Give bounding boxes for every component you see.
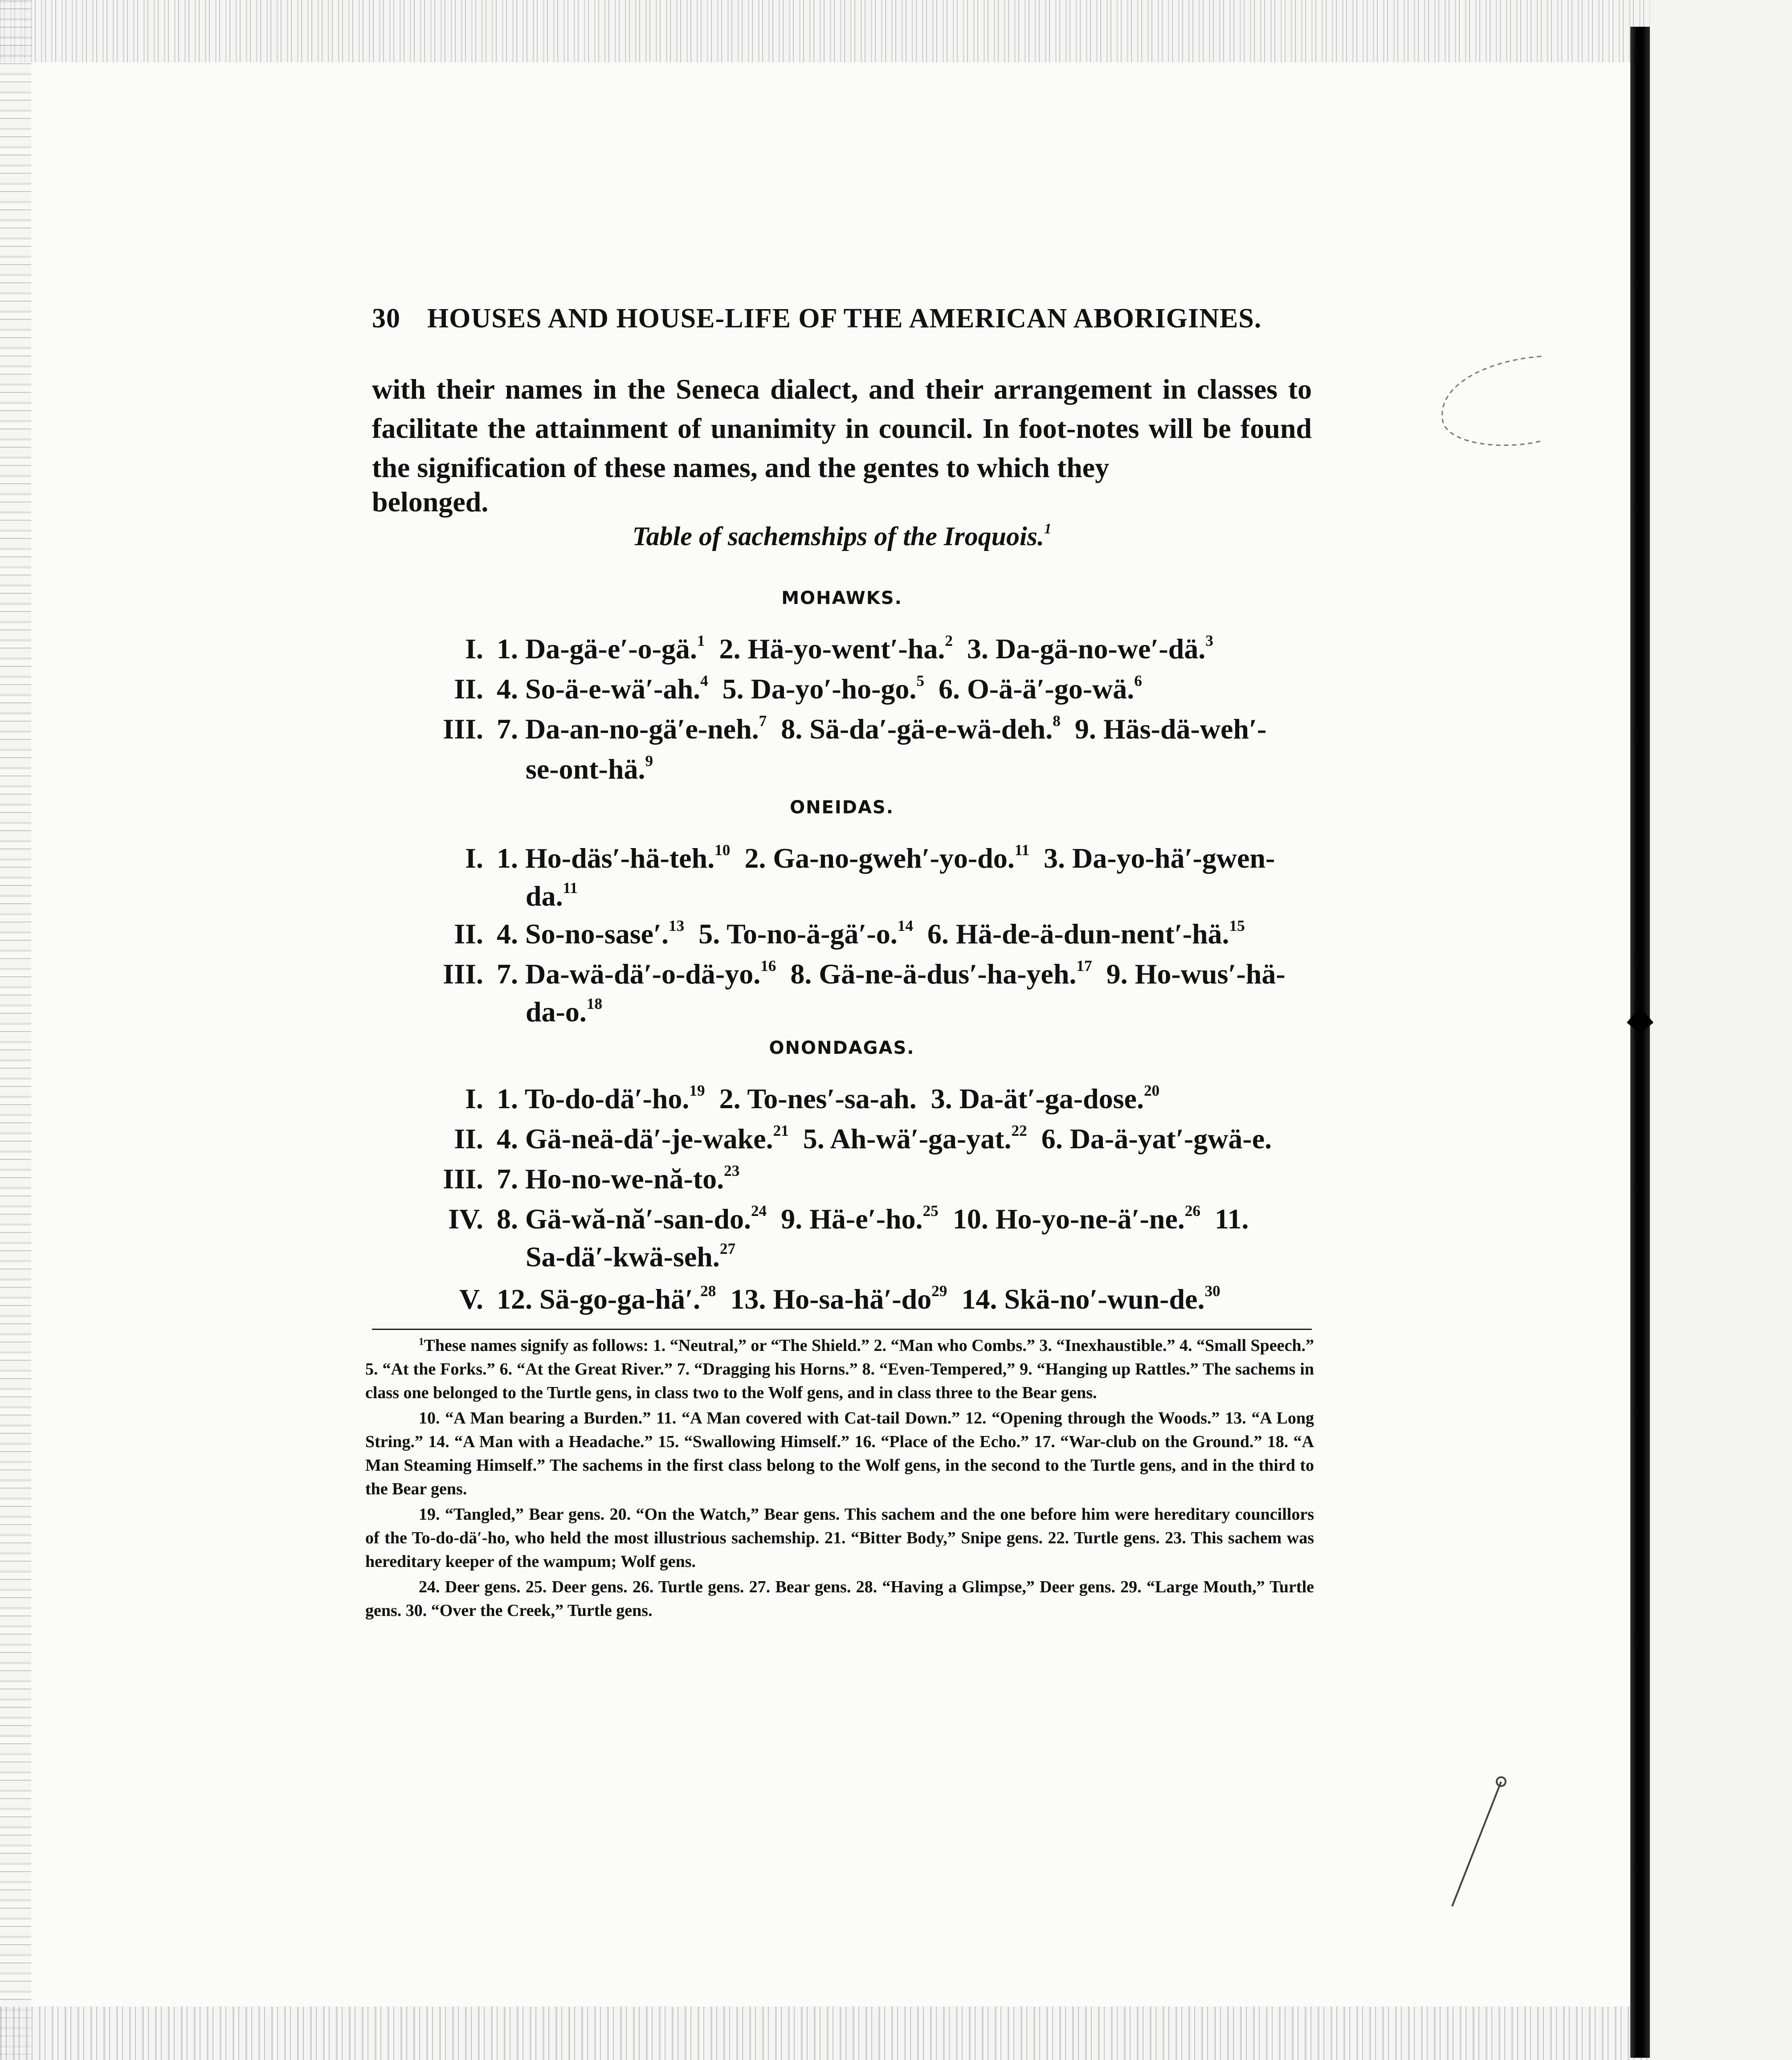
- footnote-mark: 1: [419, 1336, 424, 1347]
- footnote-ref: 22: [1011, 1122, 1027, 1139]
- footnote-ref: 27: [719, 1240, 736, 1257]
- footnote-rule: [372, 1329, 1312, 1330]
- sachem-entries: [497, 713, 1266, 746]
- footnote-ref: 10: [714, 841, 731, 859]
- sachem-name: 7. Ho-no-we-nă-to.: [497, 1163, 724, 1195]
- sachem-name: 12. Sä-go-ga-hä′.: [497, 1283, 701, 1315]
- table-caption: [372, 521, 1312, 552]
- sachem-name-continued: da.: [526, 880, 563, 912]
- sachem-entries: [497, 958, 1286, 991]
- sachem-entries: [497, 1122, 1272, 1155]
- footnote-ref: 24: [751, 1202, 767, 1220]
- sachem-name: 2. To-nes′-sa-ah.: [719, 1083, 917, 1114]
- footnotes: [365, 1334, 1314, 1624]
- sachem-name: 2. Hä-yo-went′-ha.: [719, 633, 945, 665]
- section-title-onondagas: ONONDAGAS.: [769, 1038, 915, 1058]
- sachem-name: 6. Da-ä-yat′-gwä-e.: [1041, 1123, 1272, 1154]
- sachem-name: 7. Da-an-no-gä′e-neh.: [497, 713, 759, 745]
- footnote-ref: 20: [1143, 1081, 1160, 1099]
- footnote-ref: 30: [1204, 1282, 1221, 1300]
- class-numeral: III.: [443, 958, 483, 990]
- class-numeral: V.: [459, 1283, 483, 1315]
- footnote-ref: 1: [1044, 521, 1052, 537]
- sachem-name: 1. Da-gä-e′-o-gä.: [497, 633, 697, 665]
- facing-page-strip: [1650, 0, 1792, 2060]
- sachem-name: 2. Ga-no-gweh′-yo-do.: [744, 842, 1015, 874]
- class-numeral: III.: [443, 1163, 483, 1195]
- sachem-entries: [497, 673, 1142, 706]
- scan-edge-top: [0, 0, 1792, 62]
- sachem-entries: [497, 842, 1275, 875]
- sachem-entries: [497, 632, 1213, 665]
- table-row: [372, 1163, 1312, 1195]
- sachem-name-continued: da-o.: [526, 996, 587, 1028]
- sachem-name: 8. Sä-da′-gä-e-wä-deh.: [781, 713, 1053, 745]
- sachem-name: 10. Ho-yo-ne-ä′-ne.: [952, 1203, 1185, 1235]
- sachem-name: 3. Da-ät′-ga-dose.: [931, 1083, 1144, 1114]
- pencil-stroke-mark: [1434, 1773, 1514, 1915]
- sachem-name: 4. So-no-sase′.: [497, 918, 669, 950]
- table-row: [372, 918, 1312, 950]
- sachem-name: 6. O-ä-ä′-go-wä.: [939, 673, 1135, 705]
- footnote-paragraph: 10. “A Man bearing a Burden.” 11. “A Man covered with Cat-tail Down.” 12. “Opening through the Woods.” 13. “A Long String.” 14. “A Man with a Headache.” 15. “Swallowing Himself.” 16. “Place of the Echo.” 17. “War-club on the Ground.” 18. “A Man Steaming Himself.” The sachems in the first class belong to the Wolf gens, in the second to the Turtle gens, and in the third to the Bear gens.: [365, 1409, 1314, 1498]
- sachem-name: 4. So-ä-e-wä′-ah.: [497, 673, 701, 705]
- footnote-paragraph: 19. “Tangled,” Bear gens. 20. “On the Watch,” Bear gens. This sachem and the one before him were hereditary councillors of the To-do-dä′-ho, who held the most illustrious sachemship. 21. “Bitter Body,” Snipe gens. 22. Turtle gens. 23. This sachem was hereditary keeper of the wampum; Wolf gens.: [365, 1505, 1314, 1571]
- footnote-ref: 11: [563, 879, 578, 897]
- footnote-ref: 2: [945, 632, 953, 649]
- footnote-ref: 29: [931, 1282, 947, 1300]
- footnote-ref: 8: [1053, 712, 1061, 730]
- footnote-ref: 17: [1076, 957, 1092, 975]
- sachem-name: 7. Da-wä-dä′-o-dä-yo.: [497, 958, 761, 990]
- row-continuation: [526, 1240, 735, 1273]
- sachem-name: 9. Ho-wus′-hä-: [1106, 958, 1286, 990]
- class-numeral: II.: [454, 918, 483, 950]
- footnote-ref: 21: [773, 1122, 789, 1139]
- footnote-ref: 25: [923, 1202, 939, 1220]
- class-numeral: II.: [454, 673, 483, 705]
- sachem-entries: [497, 918, 1245, 950]
- row-continuation: [526, 995, 602, 1028]
- class-numeral: I.: [465, 842, 483, 874]
- class-numeral: II.: [454, 1123, 483, 1154]
- footnote-ref: 3: [1205, 632, 1213, 649]
- intro-last-line: belonged.: [372, 486, 489, 518]
- sachem-name: 4. Gä-neä-dä′-je-wake.: [497, 1123, 773, 1154]
- footnote-ref: 18: [586, 995, 603, 1012]
- sachem-name: 9. Häs-dä-weh′-: [1074, 713, 1267, 745]
- table-row: [372, 632, 1312, 665]
- sachem-name: 8. Gä-wă-nă′-san-do.: [497, 1203, 751, 1235]
- sachem-name: 5. Da-yo′-ho-go.: [722, 673, 917, 705]
- footnote-ref: 1: [697, 632, 705, 649]
- class-numeral: I.: [465, 1083, 483, 1114]
- footnote-ref: 11: [1014, 841, 1029, 859]
- intro-paragraph: with their names in the Seneca dialect, and their arrangement in classes to facilitate the attainment of unanimity in council. In foot-notes will be found the signification of these names, and the gentes to which they: [372, 373, 1312, 483]
- table-caption-text: Table of sachemships of the Iroquois.: [632, 522, 1045, 551]
- footnote-ref: 13: [669, 917, 685, 934]
- table-row: [372, 1203, 1312, 1236]
- footnote-ref: 16: [760, 957, 776, 975]
- table-row: [372, 1283, 1312, 1316]
- footnote-ref: 23: [724, 1162, 740, 1179]
- sachem-number: 11.: [1214, 1203, 1249, 1235]
- footnote-ref: 26: [1184, 1202, 1200, 1220]
- scan-edge-bottom: [0, 2007, 1792, 2060]
- section-title-oneidas: ONEIDAS.: [790, 797, 894, 818]
- sachem-name: 5. Ah-wä′-ga-yat.: [803, 1123, 1012, 1154]
- footnote-ref: 15: [1229, 917, 1245, 934]
- footnote-ref: 9: [645, 752, 653, 770]
- sachem-name: 3. Da-gä-no-we′-dä.: [967, 633, 1206, 665]
- sachem-entries: [497, 1163, 739, 1195]
- row-continuation: [526, 753, 653, 786]
- footnote-ref: 7: [759, 712, 767, 730]
- footnote-text: These names signify as follows: 1. “Neutral,” or “The Shield.” 2. “Man who Combs.” 3. “Inexhaustible.” 4. “Small Speech.” 5. “At the Forks.” 6. “At the Great River.” 7. “Dragging his Horns.” 8. “Even-Tempered,” 9. “Hanging up Rattles.” The sachems in class one belonged to the Turtle gens, in class two to the Wolf gens, and in class three to the Bear gens.: [365, 1336, 1314, 1402]
- footnote-ref: 4: [700, 672, 708, 689]
- sachem-name: 14. Skä-no′-wun-de.: [961, 1283, 1205, 1315]
- pencil-arc-mark: [1416, 347, 1550, 454]
- footnote-ref: 6: [1134, 672, 1142, 689]
- sachem-entries: [497, 1283, 1221, 1316]
- running-title: HOUSES AND HOUSE-LIFE OF THE AMERICAN ABORIGINES.: [427, 303, 1262, 334]
- class-numeral: I.: [465, 633, 483, 665]
- table-row: [372, 842, 1312, 875]
- running-header: [372, 303, 1312, 343]
- sachem-name-continued: Sa-dä′-kwä-seh.: [526, 1241, 720, 1273]
- table-row: [372, 1122, 1312, 1155]
- sachem-name: 1. Ho-däs′-hä-teh.: [497, 842, 715, 874]
- scan-edge-left: [0, 0, 31, 2060]
- footnote-ref: 14: [897, 917, 913, 934]
- footnote-ref: 5: [916, 672, 924, 689]
- sachem-name: 6. Hä-de-ä-dun-nent′-hä.: [927, 918, 1229, 950]
- book-spine-shadow: [1630, 27, 1650, 2058]
- sachem-name: 8. Gä-ne-ä-dus′-ha-yeh.: [790, 958, 1077, 990]
- footnote-ref: 28: [700, 1282, 716, 1300]
- table-row: [372, 1082, 1312, 1115]
- sachem-name: 5. To-no-ä-gä′-o.: [698, 918, 898, 950]
- sachem-name: 3. Da-yo-hä′-gwen-: [1044, 842, 1275, 874]
- footnote-paragraph: [365, 1334, 1314, 1405]
- table-row: [372, 713, 1312, 746]
- footnote-ref: 19: [689, 1081, 705, 1099]
- table-row: [372, 958, 1312, 991]
- sachem-name-continued: se-ont-hä.: [526, 753, 645, 785]
- class-numeral: III.: [443, 713, 483, 745]
- footnote-paragraph: 24. Deer gens. 25. Deer gens. 26. Turtle gens. 27. Bear gens. 28. “Having a Glimpse,” Deer gens. 29. “Large Mouth,” Turtle gens. 30. “Over the Creek,” Turtle gens.: [365, 1578, 1314, 1620]
- sachem-name: 9. Hä-e′-ho.: [781, 1203, 923, 1235]
- table-row: [372, 673, 1312, 706]
- row-continuation: [526, 880, 578, 913]
- section-title-mohawks: MOHAWKS.: [781, 588, 902, 608]
- page-number: 30: [372, 303, 400, 334]
- sachem-entries: [497, 1082, 1159, 1115]
- sachem-name: 13. Ho-sa-hä′-do: [730, 1283, 932, 1315]
- class-numeral: IV.: [448, 1203, 483, 1235]
- sachem-entries: [497, 1203, 1249, 1236]
- sachem-name: 1. To-do-dä′-ho.: [497, 1083, 690, 1114]
